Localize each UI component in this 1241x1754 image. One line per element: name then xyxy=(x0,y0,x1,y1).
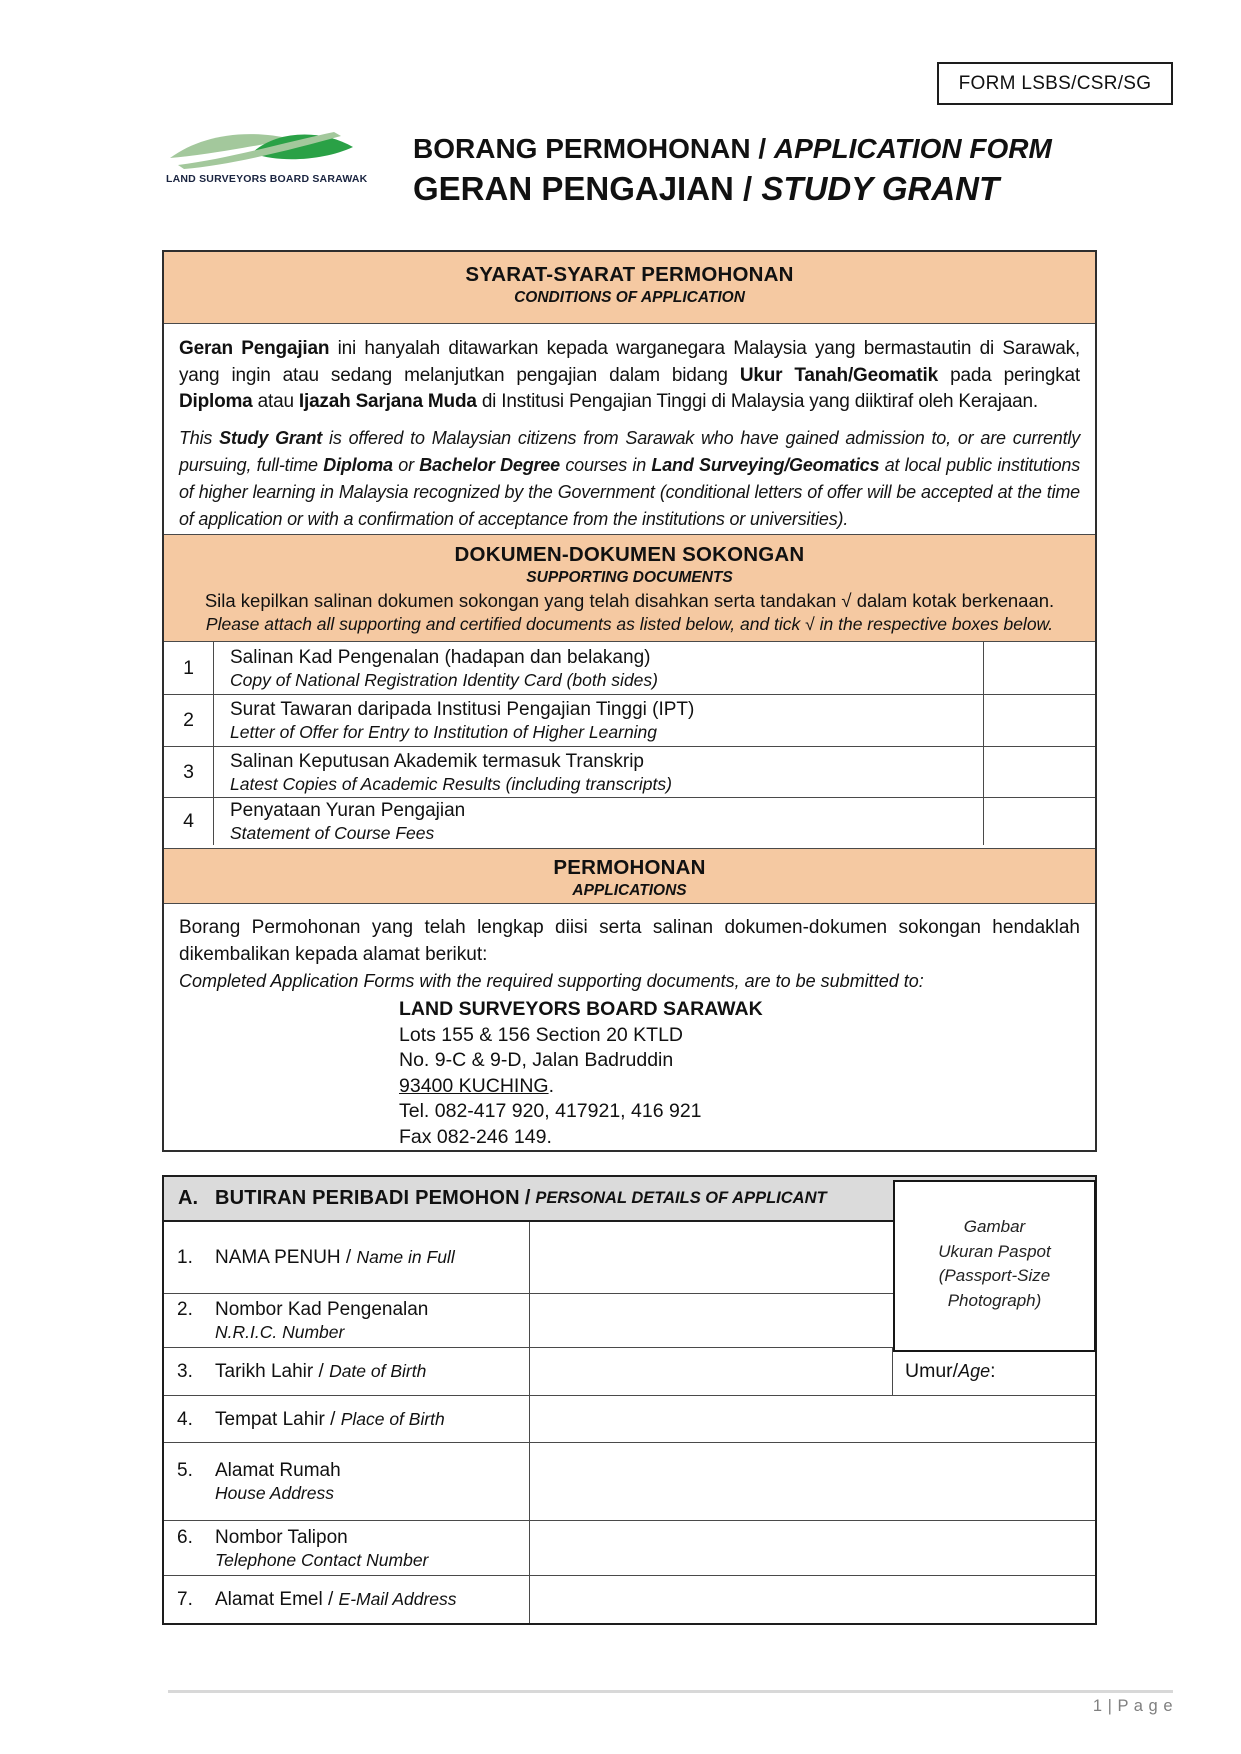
photo-box-line-3: (Passport-Size xyxy=(938,1266,1051,1285)
tick-box-4[interactable] xyxy=(983,798,1095,845)
label-house-address-malay: Alamat Rumah xyxy=(215,1460,341,1481)
document-title xyxy=(413,131,1052,211)
label-email-separator: / xyxy=(322,1589,339,1610)
label-text-nric xyxy=(215,1298,428,1343)
conditions-title-english: CONDITIONS OF APPLICATION xyxy=(514,289,745,306)
title-line2-separator: / xyxy=(733,170,762,207)
place-of-birth-field[interactable] xyxy=(530,1396,1095,1442)
document-1-malay: Salinan Kad Pengenalan (hadapan dan belakang) xyxy=(230,646,651,668)
document-row-3 xyxy=(164,746,1095,797)
address-city: 93400 KUCHING xyxy=(399,1074,549,1097)
age-label-english: Age xyxy=(958,1361,991,1381)
title-line2-malay: GERAN PENGAJIAN xyxy=(413,170,734,207)
tick-box-2[interactable] xyxy=(983,695,1095,746)
label-text-place-of-birth xyxy=(215,1408,445,1431)
tick-box-1[interactable] xyxy=(983,642,1095,694)
document-row-1 xyxy=(164,642,1095,694)
applications-text-english: Completed Application Forms with the required supporting documents, are to be submitted to: xyxy=(179,971,924,991)
document-4-english: Statement of Course Fees xyxy=(230,823,435,843)
age-label-separator: / xyxy=(952,1360,959,1382)
title-line1-english: APPLICATION FORM xyxy=(773,133,1052,164)
document-3-malay: Salinan Keputusan Akademik termasuk Transkrip xyxy=(230,750,644,772)
row-email xyxy=(164,1575,1095,1623)
dob-row-value xyxy=(530,1348,1095,1395)
lsbs-logo xyxy=(166,124,368,185)
label-nric xyxy=(164,1294,530,1347)
row-number-4: 4. xyxy=(177,1408,193,1430)
label-pob-english: Place of Birth xyxy=(340,1408,445,1429)
document-row-4 xyxy=(164,797,1095,845)
row-telephone xyxy=(164,1520,1095,1575)
conditions-title-malay: SYARAT-SYARAT PERMOHONAN xyxy=(465,263,794,286)
documents-instruction-english: Please attach all supporting and certified documents as listed below, and tick √ in the respective boxes below. xyxy=(205,614,1054,634)
section-a-label: A. xyxy=(178,1187,198,1209)
label-text-full-name xyxy=(215,1246,455,1269)
row-number-7: 7. xyxy=(177,1589,193,1610)
address-fax: Fax 082-246 149. xyxy=(399,1125,552,1148)
main-content-box xyxy=(162,250,1097,1152)
address-name: LAND SURVEYORS BOARD SARAWAK xyxy=(399,998,763,1020)
row-house-address xyxy=(164,1442,1095,1520)
label-dob-malay: Tarikh Lahir xyxy=(215,1361,314,1382)
label-email-english: E-Mail Address xyxy=(338,1589,457,1609)
label-text-house-address xyxy=(215,1459,341,1504)
label-date-of-birth xyxy=(164,1348,530,1395)
label-pair-telephone xyxy=(177,1526,428,1571)
conditions-body xyxy=(164,324,1095,534)
document-1-english: Copy of National Registration Identity Card (both sides) xyxy=(230,669,658,690)
label-house-address-english: House Address xyxy=(215,1483,334,1503)
label-email xyxy=(164,1576,530,1623)
applications-title-english: APPLICATIONS xyxy=(572,882,687,899)
section-a-separator: / xyxy=(524,1187,531,1209)
label-telephone-malay: Nombor Talipon xyxy=(215,1526,348,1548)
text-segment: Study Grant xyxy=(219,427,323,448)
text-segment: Bachelor Degree xyxy=(419,454,560,475)
label-house-address xyxy=(164,1443,530,1520)
label-text-telephone xyxy=(215,1526,428,1571)
text-segment: ini hanyalah ditawarkan kepada warganegara Malaysia yang bermastautin di Sarawak, yang ingin atau sedang melanjutkan pengajian dalam bidang xyxy=(179,338,1080,386)
document-number-1: 1 xyxy=(164,642,214,694)
text-segment: di Institusi Pengajian Tinggi di Malaysia yang diiktiraf oleh Kerajaan. xyxy=(476,391,1038,412)
text-segment: atau xyxy=(252,391,299,412)
label-place-of-birth xyxy=(164,1396,530,1442)
address-telephone: Tel. 082-417 920, 417921, 416 921 xyxy=(399,1100,702,1122)
supporting-documents-header xyxy=(164,534,1095,642)
row-number-3: 3. xyxy=(177,1361,193,1382)
label-full-name xyxy=(164,1222,530,1293)
address-city-line xyxy=(399,1074,1080,1100)
row-number-2: 2. xyxy=(177,1299,193,1320)
conditions-paragraph-english xyxy=(179,425,1080,533)
photo-box-line-2: Ukuran Paspot xyxy=(938,1241,1051,1261)
title-line1-separator: / xyxy=(750,133,774,164)
document-description-1 xyxy=(214,642,983,694)
label-pair-house-address xyxy=(177,1459,341,1504)
document-number-3: 3 xyxy=(164,747,214,797)
label-dob-english: Date of Birth xyxy=(329,1361,427,1381)
applications-title-malay: PERMOHONAN xyxy=(553,856,706,879)
documents-title-english: SUPPORTING DOCUMENTS xyxy=(526,569,733,586)
text-segment: Diploma xyxy=(179,391,253,412)
telephone-field[interactable] xyxy=(530,1521,1095,1575)
document-2-english: Letter of Offer for Entry to Institution of Higher Learning xyxy=(230,722,658,742)
text-segment: courses in xyxy=(559,454,652,475)
section-a-title-english: PERSONAL DETAILS OF APPLICANT xyxy=(535,1189,827,1207)
document-description-2 xyxy=(214,695,983,746)
label-full-name-separator: / xyxy=(340,1247,357,1268)
label-pair-date-of-birth xyxy=(177,1360,426,1383)
applications-body xyxy=(164,904,1095,1150)
photo-box xyxy=(893,1180,1096,1352)
text-segment: Diploma xyxy=(323,454,393,475)
dob-field[interactable] xyxy=(530,1348,893,1395)
document-number-4: 4 xyxy=(164,798,214,845)
document-row-2 xyxy=(164,694,1095,746)
text-segment: pada peringkat xyxy=(938,364,1080,386)
documents-title-malay: DOKUMEN-DOKUMEN SOKONGAN xyxy=(454,543,805,566)
address-line-2: No. 9-C & 9-D, Jalan Badruddin xyxy=(399,1049,674,1071)
text-segment: Ukur Tanah/Geomatik xyxy=(739,364,939,386)
email-field[interactable] xyxy=(530,1576,1095,1623)
title-line-1 xyxy=(413,131,1052,167)
house-address-field[interactable] xyxy=(530,1443,1095,1520)
title-line2-english: STUDY GRANT xyxy=(761,170,1000,207)
applications-header xyxy=(164,848,1095,904)
row-number-5: 5. xyxy=(177,1460,193,1481)
age-label-malay: Umur xyxy=(905,1360,953,1382)
title-line-2 xyxy=(413,167,1052,211)
label-email-malay: Alamat Emel xyxy=(215,1589,323,1610)
age-label-colon: : xyxy=(990,1360,996,1382)
text-segment: This xyxy=(179,427,220,448)
document-4-malay: Penyataan Yuran Pengajian xyxy=(230,800,466,821)
address-block xyxy=(399,997,1080,1150)
document-description-4 xyxy=(214,798,983,845)
label-pob-malay: Tempat Lahir xyxy=(215,1408,325,1430)
label-telephone xyxy=(164,1521,530,1575)
tick-box-3[interactable] xyxy=(983,747,1095,797)
label-pair-nric xyxy=(177,1298,428,1343)
conditions-header xyxy=(164,252,1095,324)
photo-box-line-1: Gambar xyxy=(963,1217,1026,1236)
section-a-title-malay: BUTIRAN PERIBADI PEMOHON xyxy=(215,1187,520,1209)
row-place-of-birth xyxy=(164,1395,1095,1442)
address-city-period: . xyxy=(548,1074,554,1097)
label-text-date-of-birth xyxy=(215,1360,426,1383)
conditions-paragraph-malay xyxy=(179,336,1080,416)
applications-text-malay: Borang Permohonan yang telah lengkap diisi serta salinan dokumen-dokumen sokongan hendaklah dikembalikan kepada alamat berikut: xyxy=(179,917,1080,965)
text-segment: or xyxy=(392,454,420,475)
page-number: 1 | P a g e xyxy=(1092,1697,1173,1715)
logo-caption: LAND SURVEYORS BOARD SARAWAK xyxy=(166,173,368,185)
row-date-of-birth xyxy=(164,1347,1095,1395)
photo-box-line-4: Photograph) xyxy=(947,1290,1042,1310)
form-code-text: FORM LSBS/CSR/SG xyxy=(958,72,1152,94)
document-description-3 xyxy=(214,747,983,797)
age-field[interactable] xyxy=(893,1348,1095,1395)
label-nric-malay: Nombor Kad Pengenalan xyxy=(215,1299,429,1320)
footer-rule xyxy=(168,1690,1173,1693)
label-text-email xyxy=(215,1588,457,1611)
text-segment: Ijazah Sarjana Muda xyxy=(298,391,477,412)
document-3-english: Latest Copies of Academic Results (including transcripts) xyxy=(230,773,672,794)
label-full-name-english: Name in Full xyxy=(356,1247,455,1267)
address-line-1: Lots 155 & 156 Section 20 KTLD xyxy=(399,1023,684,1046)
label-telephone-english: Telephone Contact Number xyxy=(215,1549,429,1570)
document-2-malay: Surat Tawaran daripada Institusi Pengajian Tinggi (IPT) xyxy=(230,699,695,720)
title-line1-malay: BORANG PERMOHONAN xyxy=(413,133,751,164)
label-pob-separator: / xyxy=(324,1408,341,1430)
documents-instruction-malay: Sila kepilkan salinan dokumen sokongan yang telah disahkan serta tandakan √ dalam kotak berkenaan. xyxy=(204,590,1055,611)
text-segment: at local public institutions of higher learning in Malaysia recognized by the Government (conditional letters of offer will be accepted at the time of application or with a confirmation of acceptance from the institutions or universities). xyxy=(179,454,1081,529)
document-number-2: 2 xyxy=(164,695,214,746)
label-nric-english: N.R.I.C. Number xyxy=(215,1322,345,1342)
text-segment: Land Surveying/Geomatics xyxy=(651,454,880,475)
label-pair-place-of-birth xyxy=(177,1408,445,1431)
label-pair-full-name xyxy=(177,1246,455,1269)
lsbs-logo-graphic xyxy=(166,124,356,172)
supporting-documents-table xyxy=(164,642,1095,848)
form-code-box xyxy=(937,62,1173,105)
label-dob-separator: / xyxy=(313,1361,330,1382)
text-segment: Geran Pengajian xyxy=(179,338,330,359)
label-pair-email xyxy=(177,1588,457,1611)
row-number-6: 6. xyxy=(177,1526,193,1548)
label-full-name-malay: NAMA PENUH xyxy=(215,1247,341,1268)
text-segment: is offered to Malaysian citizens from Sarawak who have gained admission to, or are currently pursuing, full-time xyxy=(179,427,1080,475)
row-number-1: 1. xyxy=(177,1247,193,1268)
